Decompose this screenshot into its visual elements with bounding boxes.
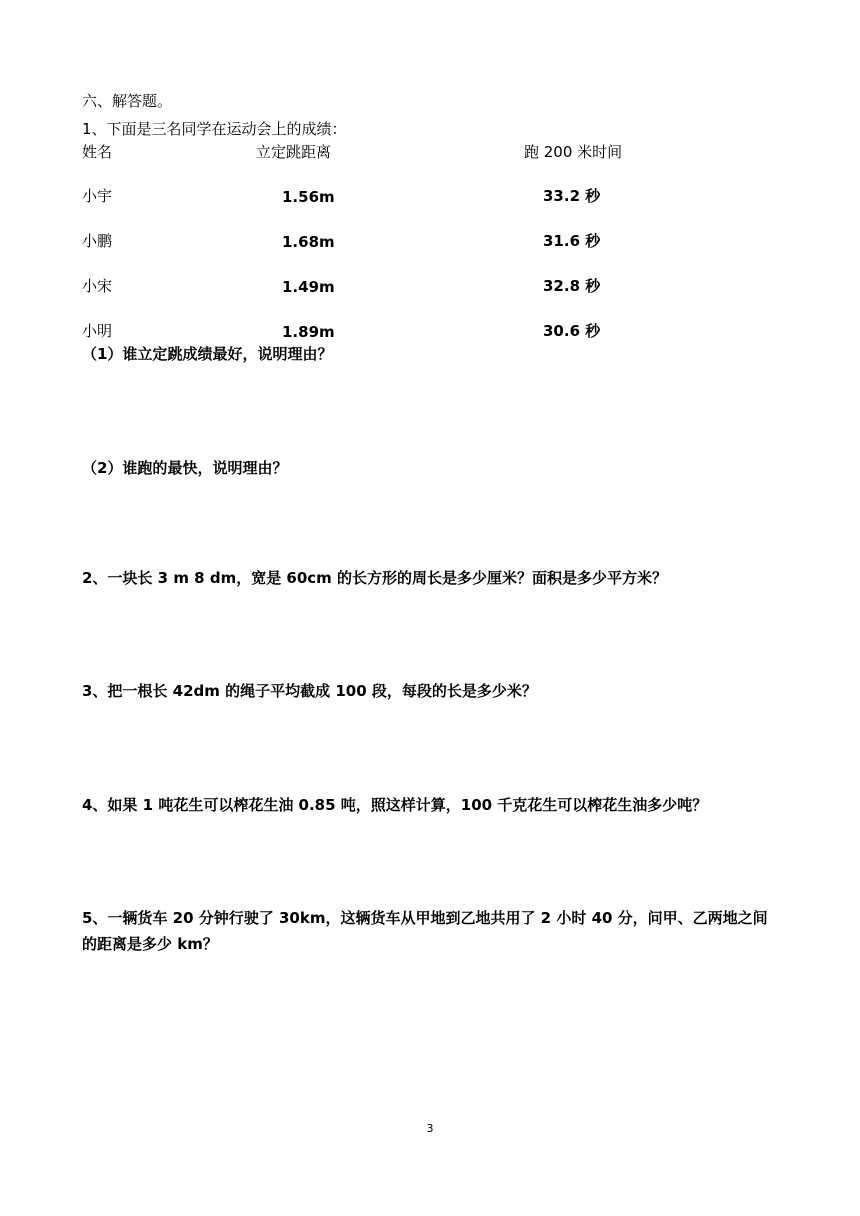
table-row-jump: 1.56m <box>282 188 335 206</box>
question-2: 2、一块长 3 m 8 dm，宽是 60cm 的长方形的周长是多少厘米？面积是多少平方米？ <box>82 569 668 587</box>
table-row-run: 32.8 秒 <box>543 277 601 295</box>
table-row-name: 小明 <box>82 322 113 340</box>
table-header-jump: 立定跳距离 <box>256 143 332 161</box>
table-row-run: 30.6 秒 <box>543 322 601 340</box>
table-row-name: 小鹏 <box>82 232 113 250</box>
question-4: 4、如果 1 吨花生可以榨花生油 0.85 吨，照这样计算，100 千克花生可以榨花生油多少吨？ <box>82 796 708 814</box>
table-header-name: 姓名 <box>82 143 113 161</box>
table-row-run: 33.2 秒 <box>543 187 601 205</box>
table-header-run: 跑 200 米时间 <box>524 143 623 161</box>
table-row-run: 31.6 秒 <box>543 232 601 250</box>
table-row-jump: 1.89m <box>282 323 335 341</box>
section-title: 六、解答题。 <box>82 92 173 110</box>
page-number: 3 <box>426 1122 434 1135</box>
table-row-name: 小宋 <box>82 277 113 295</box>
question-1-intro: 1、下面是三名同学在运动会上的成绩： <box>82 120 347 138</box>
question-1-sub-2: （2）谁跑的最快，说明理由？ <box>82 459 288 477</box>
table-row-name: 小宇 <box>82 187 113 205</box>
table-row-jump: 1.68m <box>282 233 335 251</box>
question-5: 5、一辆货车 20 分钟行驶了 30km，这辆货车从甲地到乙地共用了 2 小时 40 分，问甲、乙两地之间的距离是多少 km？ <box>82 909 768 953</box>
table-row-jump: 1.49m <box>282 278 335 296</box>
question-3: 3、把一根长 42dm 的绳子平均截成 100 段，每段的长是多少米？ <box>82 682 537 700</box>
question-1-sub-1: （1）谁立定跳成绩最好，说明理由？ <box>82 345 333 363</box>
